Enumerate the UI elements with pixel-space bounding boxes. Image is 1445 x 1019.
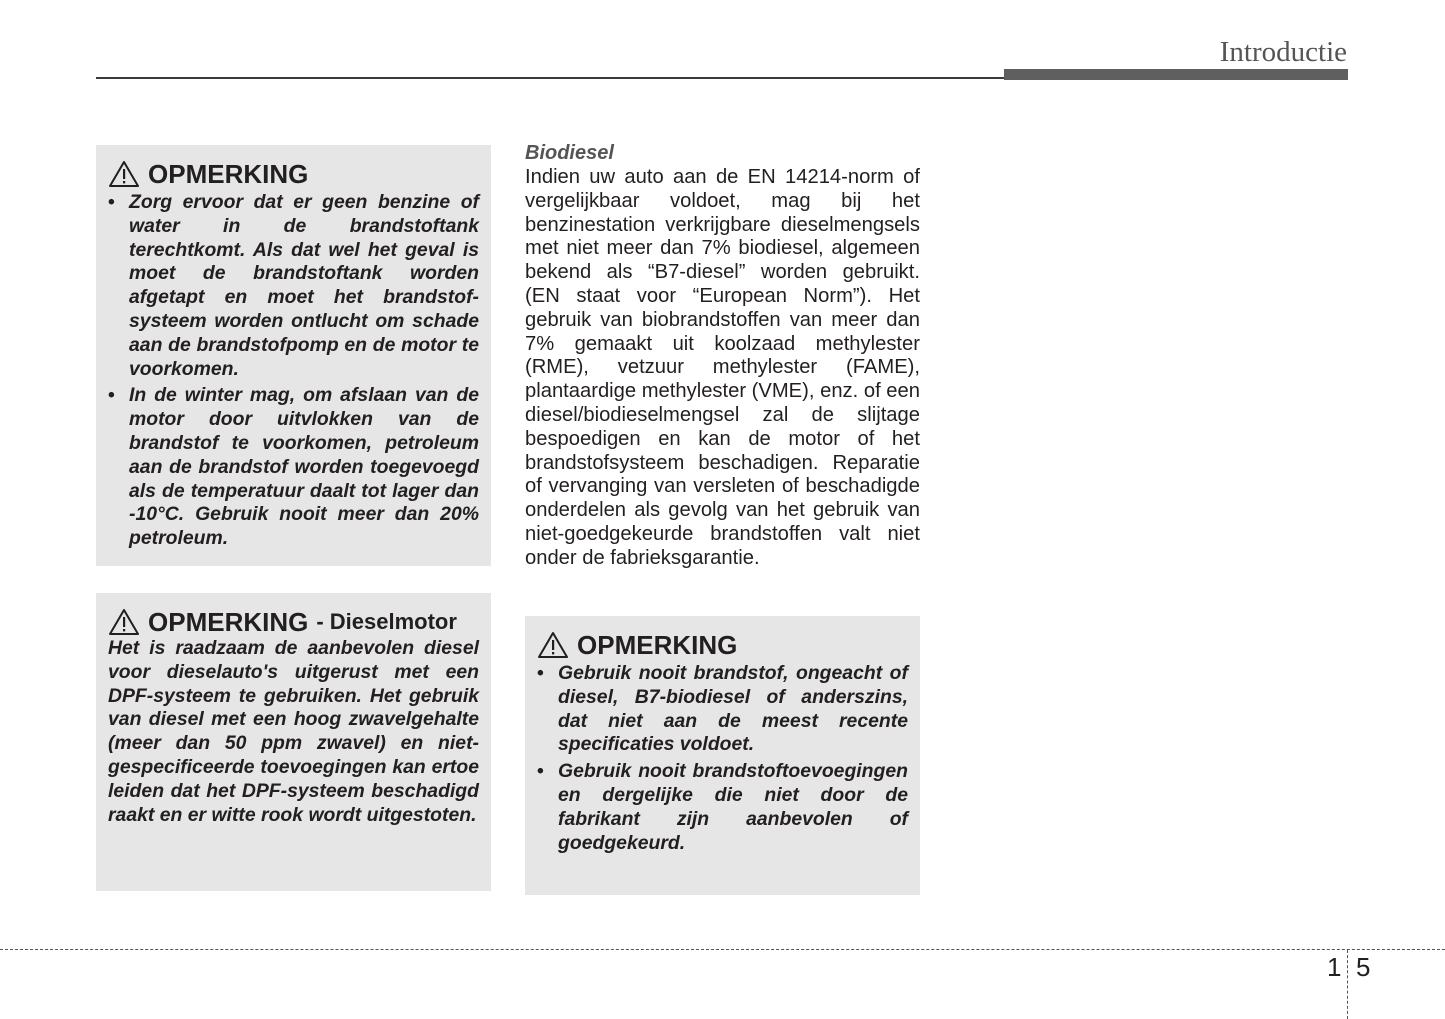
warning-icon: [108, 608, 140, 636]
note-bullet-list: [108, 191, 479, 551]
note-paragraph: Het is raadzaam de aanbevolen diesel voor dieselauto's uitgerust met een DPF-systeem te gebruiken. Het gebruik van diesel met een hoog zwavelgehalte (meer dan 50 ppm zwavel) en niet-gespecificeerde toevoegingen kan ertoe leiden dat het DPF-systeem beschadigd raakt en er witte rook wordt uitgestoten.: [108, 637, 479, 826]
footer-page-divider: [1347, 950, 1348, 1019]
note-bullet: • Gebruik nooit brandstof, ongeacht of diesel, B7-biodiesel of anderszins, dat niet aan de meest recente specificaties voldoet.: [537, 662, 908, 757]
note-bullet: • In de winter mag, om afslaan van de motor door uitvlokken van de brandstof te voorkomen, petroleum aan de brandstof worden toegevoegd als de temperatuur daalt tot lager dan -10°C. Gebruik nooit meer dan 20% petroleum.: [108, 384, 479, 551]
section-paragraph: Indien uw auto aan de EN 14214-norm of vergelijkbaar voldoet, mag bij het benzinestation verkrijgbare dieselmengsels met niet meer dan 7% biodiesel, algemeen bekend als “B7-diesel” worden gebruikt. (EN staat voor “European Norm”). Het gebruik van biobrandstoffen van meer dan 7% gemaakt uit koolzaad methylester (RME), vetzuur methylester (FAME), plantaardige methylester (VME), enz. of een diesel/biodieselmengsel zal de slijtage bespoedigen en kan de motor of het brandstofsysteem beschadigen. Reparatie of vervanging van versleten of beschadigde onderdelen als gevolg van het gebruik van niet-goedgekeurde brandstoffen valt niet onder de fabrieksgarantie.: [525, 166, 920, 569]
note-box-fuel-additives: [525, 616, 920, 895]
page-number: 5: [1356, 952, 1371, 982]
biodiesel-section: [525, 140, 920, 571]
chapter-number: 1: [1327, 952, 1342, 982]
note-header: [108, 159, 479, 189]
warning-icon: [108, 160, 140, 188]
note-title: OPMERKING: [577, 630, 738, 660]
warning-icon: [537, 631, 569, 659]
note-subtitle: - Dieselmotor: [316, 609, 457, 634]
note-bullet-list: [537, 662, 908, 855]
section-heading: Biodiesel: [525, 142, 614, 164]
note-text: [108, 637, 479, 827]
note-box-fuel: [96, 145, 491, 566]
note-title: OPMERKING: [148, 607, 309, 637]
page-section-title: Introductie: [1219, 36, 1347, 68]
note-box-dieselmotor: [96, 593, 491, 891]
footer-dashed-rule: [0, 949, 1445, 950]
header-bar: [1004, 69, 1348, 80]
note-header: [108, 607, 479, 637]
note-bullet: • Gebruik nooit brandstoftoevoegingen en dergelijke die niet door de fabrikant zijn aanbevolen of goedgekeurd.: [537, 760, 908, 855]
note-title: OPMERKING: [148, 159, 309, 189]
note-header: [537, 630, 908, 660]
note-bullet: • Zorg ervoor dat er geen benzine of water in de brandstoftank terechtkomt. Als dat wel het geval is moet de brandstoftank worden afgetapt en moet het brandstofsysteem worden ontlucht om schade aan de brandstofpomp en de motor te voorkomen.: [108, 191, 479, 381]
header-rule: [96, 77, 1006, 79]
